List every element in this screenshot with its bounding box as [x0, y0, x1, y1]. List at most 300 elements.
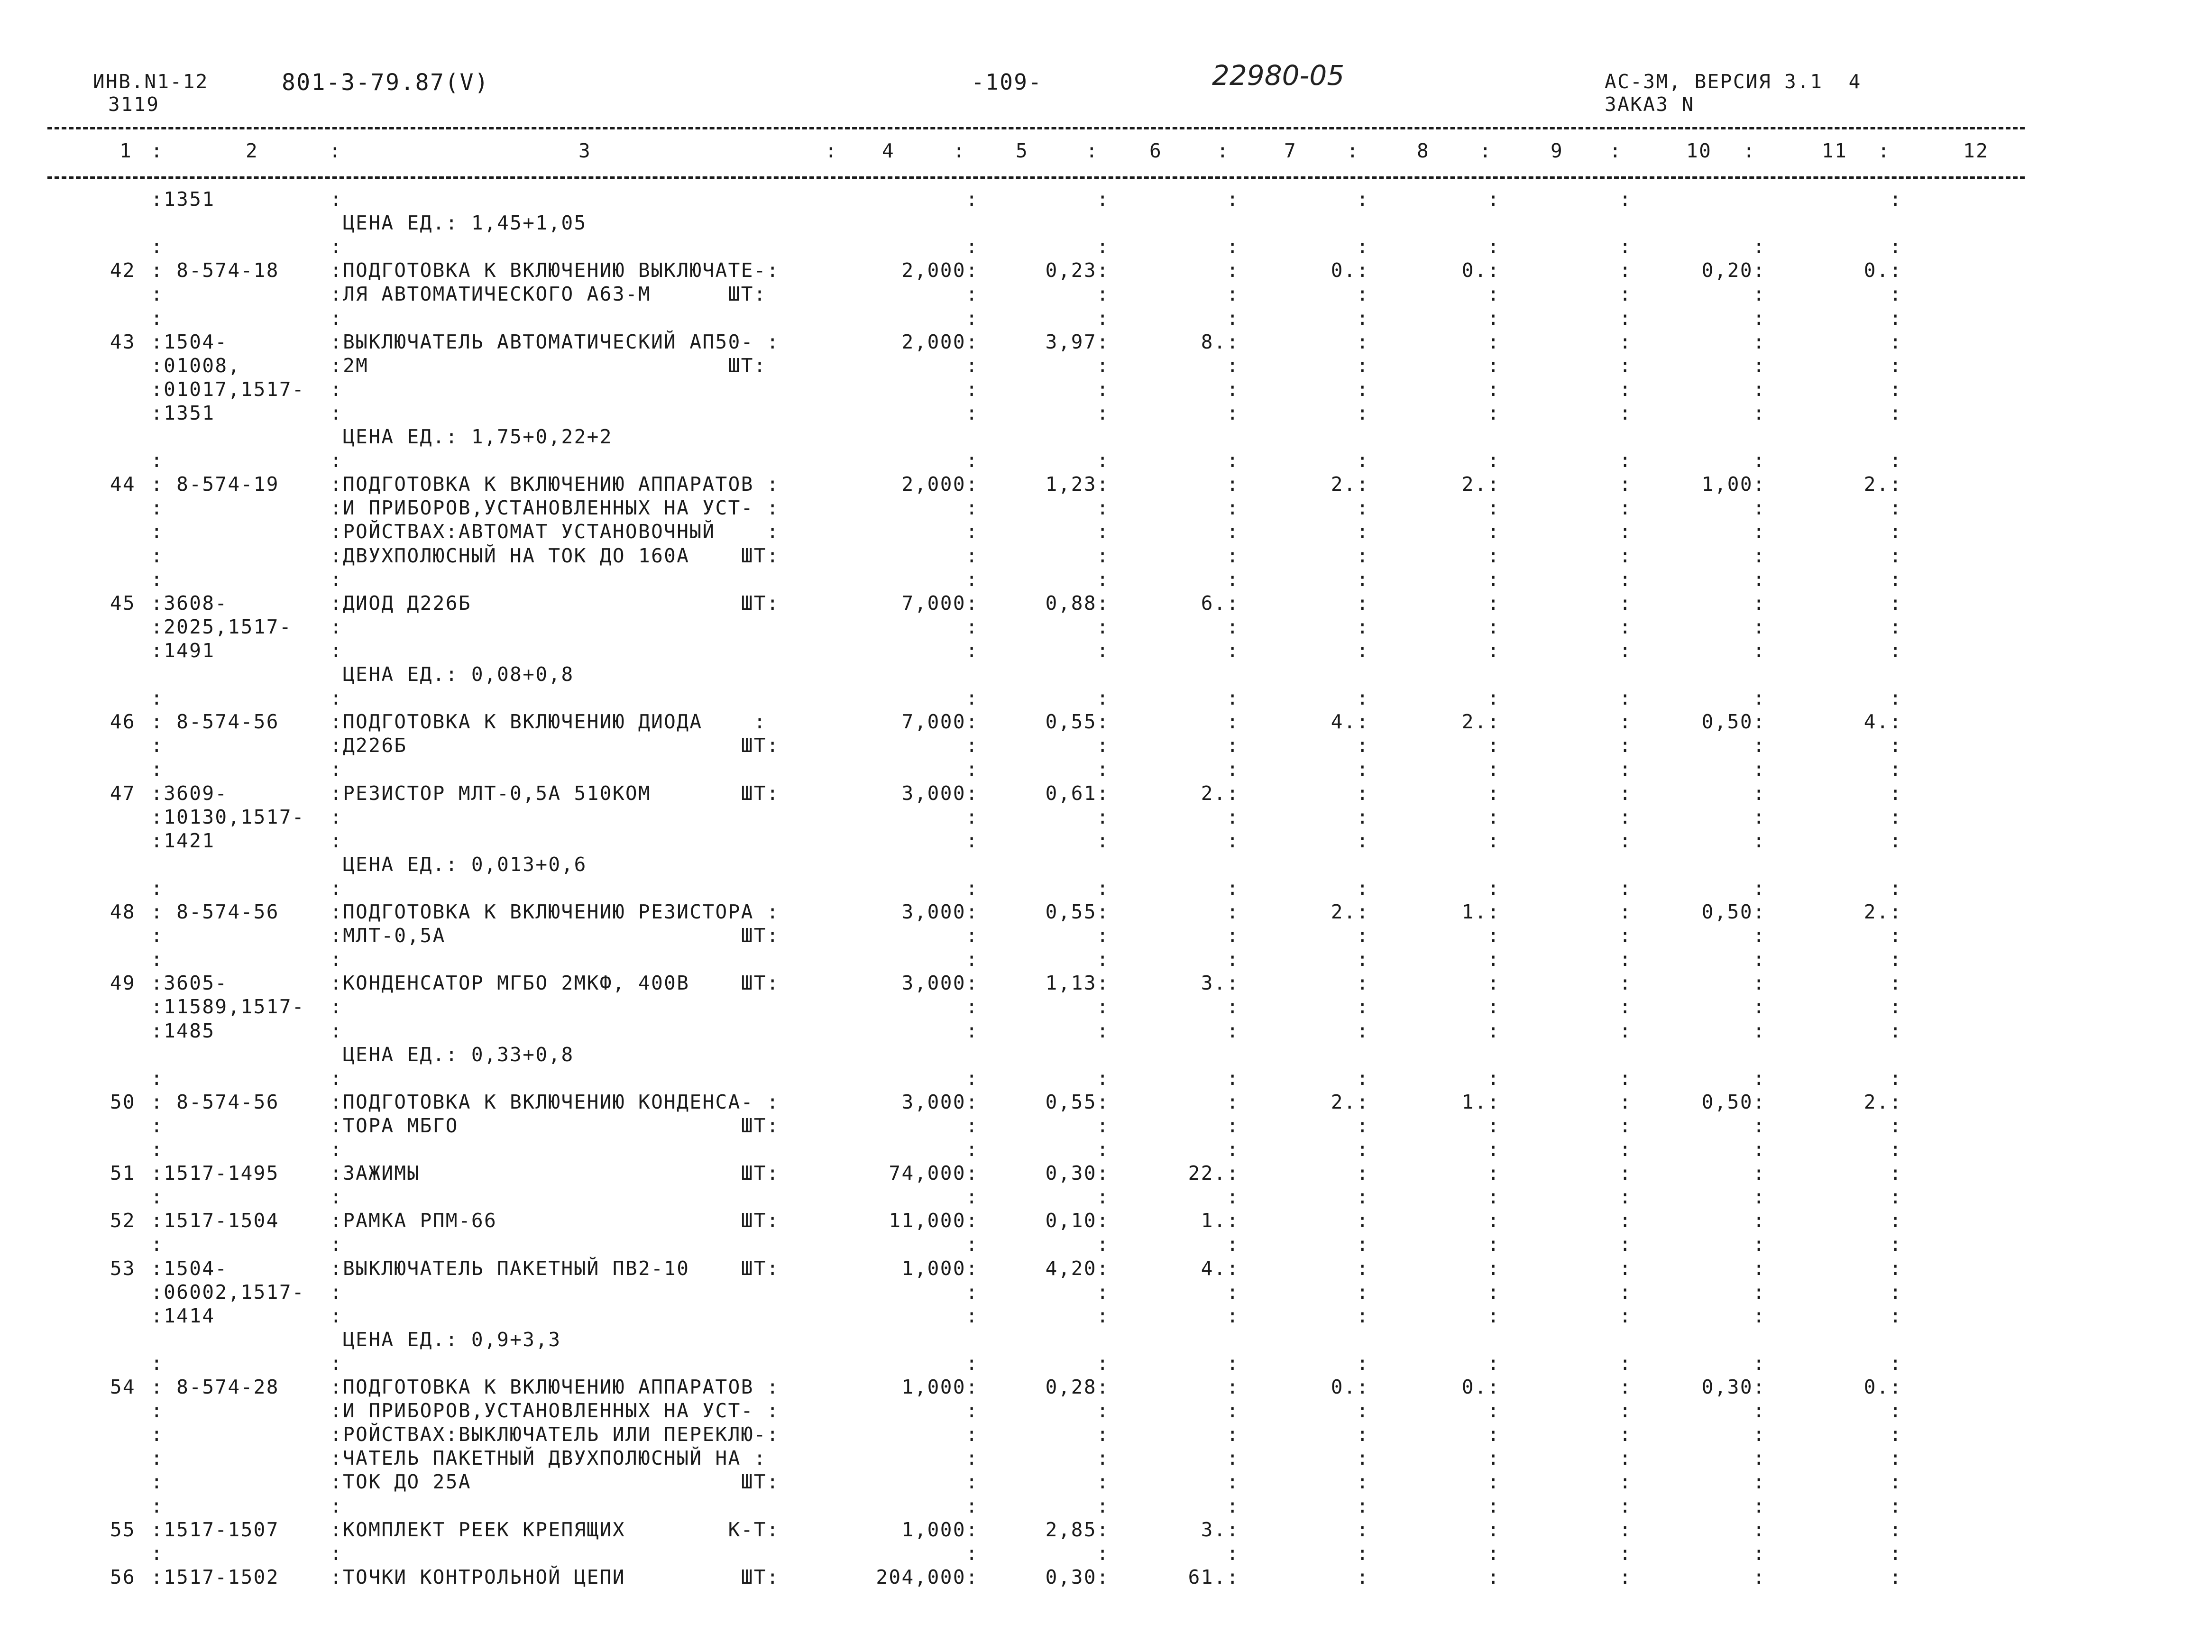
row-number: 50 [110, 1091, 136, 1113]
description-cell: : [330, 1542, 343, 1565]
value-cell-col11: 2.: [1863, 473, 1902, 496]
code-cell: : [151, 307, 164, 330]
value-cell-col11: : [1889, 1114, 1902, 1137]
value-cell-col6: : [1226, 1233, 1239, 1256]
row-number: 45 [110, 592, 136, 615]
value-cell-col11: : [1889, 1162, 1902, 1184]
value-cell-col11: : [1889, 615, 1902, 638]
value-cell-col10: : [1753, 378, 1766, 401]
value-cell-col8: : [1487, 1470, 1500, 1493]
program-version: АС-3М, ВЕРСИЯ 3.1 4 [1605, 70, 1862, 93]
value-cell-col10: : [1753, 1518, 1766, 1541]
value-cell-col9: : [1619, 1138, 1632, 1161]
value-cell-col4: 1,000: [901, 1518, 979, 1541]
value-cell-col7: : [1356, 782, 1369, 805]
value-cell-col11: : [1889, 235, 1902, 258]
column-header-8: 8 [1417, 139, 1430, 162]
value-cell-col4: 3,000: [901, 782, 979, 805]
value-cell-col8: : [1487, 520, 1500, 543]
value-cell-col4: 11,000: [889, 1209, 979, 1232]
value-cell-col6: 22.: [1188, 1162, 1239, 1184]
description-cell: :ЗАЖИМЫ ШТ: [330, 1162, 780, 1184]
value-cell-col10: : [1753, 995, 1766, 1018]
value-cell-col10: : [1753, 354, 1766, 377]
value-cell-col10: : [1753, 283, 1766, 305]
value-cell-col8: : [1487, 1162, 1500, 1184]
description-cell: : [330, 1352, 343, 1375]
value-cell-col8: : [1487, 1067, 1500, 1090]
value-cell-col6: 3.: [1201, 972, 1239, 994]
value-cell-col4: : [965, 1185, 979, 1208]
value-cell-col10: 0,50: [1701, 900, 1766, 923]
value-cell-col4: 1,000: [901, 1376, 979, 1398]
value-cell-col7: : [1356, 806, 1369, 828]
value-cell-col4: : [965, 283, 979, 305]
value-cell-col10: : [1753, 520, 1766, 543]
column-header-separator: : [1878, 139, 1891, 162]
code-cell: : [151, 924, 164, 947]
code-cell: : 8-574-56 [151, 710, 279, 733]
value-cell-col7: : [1356, 307, 1369, 330]
value-cell-col11: : [1889, 1470, 1902, 1493]
inventory-label: ИНВ.N1-12 [93, 70, 209, 93]
value-cell-col10: : [1753, 782, 1766, 805]
value-cell-col6: : [1226, 995, 1239, 1018]
value-cell-col4: : [965, 1019, 979, 1042]
header-rule-top [47, 127, 2025, 129]
code-cell: :1504- [151, 1257, 228, 1280]
description-cell: ЦЕНА ЕД.: 0,33+0,8 [330, 1043, 574, 1066]
row-number: 55 [110, 1518, 136, 1541]
value-cell-col11: : [1889, 1257, 1902, 1280]
value-cell-col4: : [965, 449, 979, 472]
value-cell-col9: : [1619, 1233, 1632, 1256]
value-cell-col11: : [1889, 1542, 1902, 1565]
description-cell: :И ПРИБОРОВ,УСТАНОВЛЕННЫХ НА УСТ- : [330, 1399, 780, 1422]
code-cell: : [151, 1542, 164, 1565]
value-cell-col10: : [1753, 1209, 1766, 1232]
value-cell-col10: : [1753, 1399, 1766, 1422]
value-cell-col11: : [1889, 568, 1902, 591]
value-cell-col6: : [1226, 1281, 1239, 1303]
value-cell-col5: : [1096, 568, 1110, 591]
value-cell-col8: 1.: [1461, 900, 1500, 923]
value-cell-col8: : [1487, 1281, 1500, 1303]
description-cell: ЦЕНА ЕД.: 0,013+0,6 [330, 853, 587, 876]
description-cell: :ТОРА МБГО ШТ: [330, 1114, 780, 1137]
value-cell-col11: : [1889, 806, 1902, 828]
value-cell-col5: : [1096, 1542, 1110, 1565]
value-cell-col5: : [1096, 877, 1110, 899]
value-cell-col8: : [1487, 1209, 1500, 1232]
value-cell-col11: 0.: [1863, 259, 1902, 282]
value-cell-col10: : [1753, 1447, 1766, 1469]
value-cell-col9: : [1619, 806, 1632, 828]
value-cell-col5: : [1096, 734, 1110, 757]
value-cell-col7: : [1356, 758, 1369, 780]
value-cell-col8: : [1487, 188, 1500, 211]
value-cell-col4: 204,000: [876, 1566, 979, 1588]
value-cell-col7: : [1356, 1470, 1369, 1493]
description-cell: :РЕЗИСТОР МЛТ-0,5А 510КОМ ШТ: [330, 782, 780, 805]
description-cell: ЦЕНА ЕД.: 1,75+0,22+2 [330, 425, 613, 448]
code-cell: :1517-1502 [151, 1566, 279, 1588]
column-header-separator: : [1609, 139, 1623, 162]
column-header-separator: : [151, 139, 164, 162]
value-cell-col8: : [1487, 402, 1500, 424]
value-cell-col7: : [1356, 1209, 1369, 1232]
value-cell-col11: : [1889, 829, 1902, 852]
code-cell: : [151, 758, 164, 780]
value-cell-col10: : [1753, 307, 1766, 330]
value-cell-col9: : [1619, 1495, 1632, 1517]
value-cell-col6: 3.: [1201, 1518, 1239, 1541]
value-cell-col4: : [965, 948, 979, 971]
description-cell: : [330, 995, 343, 1018]
value-cell-col9: : [1619, 449, 1632, 472]
value-cell-col10: : [1753, 615, 1766, 638]
page-number: -109- [971, 69, 1043, 95]
value-cell-col5: 0,61: [1045, 782, 1110, 805]
value-cell-col6: : [1226, 806, 1239, 828]
value-cell-col6: : [1226, 188, 1239, 211]
value-cell-col5: : [1096, 1399, 1110, 1422]
header-rule-bottom [47, 176, 2025, 179]
value-cell-col9: : [1619, 235, 1632, 258]
code-cell: :3605- [151, 972, 228, 994]
value-cell-col5: : [1096, 1304, 1110, 1327]
value-cell-col4: : [965, 639, 979, 662]
value-cell-col10: : [1753, 330, 1766, 353]
description-cell: : [330, 615, 343, 638]
value-cell-col9: : [1619, 734, 1632, 757]
value-cell-col5: : [1096, 402, 1110, 424]
value-cell-col9: : [1619, 1470, 1632, 1493]
value-cell-col7: : [1356, 1495, 1369, 1517]
code-cell: :01008, [151, 354, 241, 377]
value-cell-col8: : [1487, 592, 1500, 615]
code-cell: :1485 [151, 1019, 215, 1042]
value-cell-col7: : [1356, 1257, 1369, 1280]
value-cell-col11: 4.: [1863, 710, 1902, 733]
value-cell-col8: : [1487, 1257, 1500, 1280]
value-cell-col5: 0,88: [1045, 592, 1110, 615]
value-cell-col10: : [1753, 402, 1766, 424]
value-cell-col9: : [1619, 900, 1632, 923]
value-cell-col7: : [1356, 1281, 1369, 1303]
value-cell-col11: : [1889, 1233, 1902, 1256]
value-cell-col7: : [1356, 592, 1369, 615]
value-cell-col8: : [1487, 307, 1500, 330]
value-cell-col6: : [1226, 354, 1239, 377]
value-cell-col10: : [1753, 1281, 1766, 1303]
value-cell-col9: : [1619, 188, 1632, 211]
value-cell-col8: : [1487, 496, 1500, 519]
value-cell-col11: : [1889, 592, 1902, 615]
value-cell-col9: : [1619, 1209, 1632, 1232]
description-cell: : [330, 829, 343, 852]
value-cell-col9: : [1619, 1114, 1632, 1137]
value-cell-col11: : [1889, 496, 1902, 519]
value-cell-col5: 0,30: [1045, 1162, 1110, 1184]
value-cell-col5: 1,13: [1045, 972, 1110, 994]
value-cell-col8: : [1487, 1114, 1500, 1137]
value-cell-col10: : [1753, 1138, 1766, 1161]
description-cell: :ПОДГОТОВКА К ВКЛЮЧЕНИЮ ДИОДА : [330, 710, 767, 733]
code-cell: :1351 [151, 402, 215, 424]
value-cell-col6: : [1226, 473, 1239, 496]
value-cell-col11: : [1889, 1019, 1902, 1042]
value-cell-col4: : [965, 687, 979, 709]
value-cell-col11: : [1889, 639, 1902, 662]
value-cell-col5: : [1096, 615, 1110, 638]
value-cell-col9: : [1619, 1399, 1632, 1422]
value-cell-col4: 7,000: [901, 592, 979, 615]
value-cell-col6: : [1226, 449, 1239, 472]
code-cell: : [151, 1138, 164, 1161]
code-cell: : [151, 449, 164, 472]
value-cell-col11: : [1889, 877, 1902, 899]
value-cell-col5: : [1096, 639, 1110, 662]
value-cell-col7: : [1356, 1162, 1369, 1184]
code-cell: : [151, 568, 164, 591]
description-cell: : [330, 1281, 343, 1303]
value-cell-col7: : [1356, 1352, 1369, 1375]
value-cell-col9: : [1619, 1352, 1632, 1375]
value-cell-col7: : [1356, 829, 1369, 852]
value-cell-col8: : [1487, 1518, 1500, 1541]
value-cell-col5: : [1096, 1185, 1110, 1208]
value-cell-col9: : [1619, 592, 1632, 615]
value-cell-col8: : [1487, 378, 1500, 401]
description-cell: : [330, 639, 343, 662]
value-cell-col9: : [1619, 1304, 1632, 1327]
value-cell-col7: 2.: [1331, 1091, 1369, 1113]
value-cell-col5: 4,20: [1045, 1257, 1110, 1280]
value-cell-col11: : [1889, 1281, 1902, 1303]
value-cell-col11: : [1889, 734, 1902, 757]
value-cell-col4: 2,000: [901, 330, 979, 353]
value-cell-col6: : [1226, 758, 1239, 780]
value-cell-col5: 3,97: [1045, 330, 1110, 353]
value-cell-col8: : [1487, 1138, 1500, 1161]
code-cell: : [151, 877, 164, 899]
value-cell-col11: : [1889, 972, 1902, 994]
value-cell-col5: : [1096, 283, 1110, 305]
column-header-1: 1 [119, 139, 133, 162]
value-cell-col6: : [1226, 829, 1239, 852]
description-cell: :Д226Б ШТ: [330, 734, 780, 757]
value-cell-col7: : [1356, 924, 1369, 947]
value-cell-col4: : [965, 924, 979, 947]
value-cell-col8: : [1487, 449, 1500, 472]
code-cell: : [151, 1470, 164, 1493]
value-cell-col5: : [1096, 1067, 1110, 1090]
code-cell: : [151, 1067, 164, 1090]
value-cell-col10: : [1753, 1542, 1766, 1565]
description-cell: :РАМКА РПМ-66 ШТ: [330, 1209, 780, 1232]
value-cell-col8: 0.: [1461, 1376, 1500, 1398]
value-cell-col8: : [1487, 615, 1500, 638]
value-cell-col10: : [1753, 877, 1766, 899]
row-number: 51 [110, 1162, 136, 1184]
value-cell-col7: 2.: [1331, 473, 1369, 496]
value-cell-col5: 0,30: [1045, 1566, 1110, 1588]
value-cell-col10: : [1753, 1257, 1766, 1280]
value-cell-col7: : [1356, 734, 1369, 757]
value-cell-col9: : [1619, 1376, 1632, 1398]
value-cell-col7: : [1356, 1114, 1369, 1137]
code-cell: :3609- [151, 782, 228, 805]
value-cell-col6: : [1226, 734, 1239, 757]
value-cell-col11: : [1889, 1304, 1902, 1327]
value-cell-col7: : [1356, 877, 1369, 899]
value-cell-col4: : [965, 734, 979, 757]
value-cell-col5: : [1096, 354, 1110, 377]
row-number: 48 [110, 900, 136, 923]
value-cell-col9: : [1619, 687, 1632, 709]
code-cell: : 8-574-56 [151, 1091, 279, 1113]
value-cell-col7: 4.: [1331, 710, 1369, 733]
value-cell-col7: : [1356, 1067, 1369, 1090]
value-cell-col11: : [1889, 1185, 1902, 1208]
value-cell-col6: 1.: [1201, 1209, 1239, 1232]
code-cell: :06002,1517- [151, 1281, 305, 1303]
value-cell-col4: : [965, 1542, 979, 1565]
description-cell: : [330, 1019, 343, 1042]
value-cell-col10: : [1753, 1304, 1766, 1327]
value-cell-col7: 0.: [1331, 1376, 1369, 1398]
value-cell-col10: : [1753, 1019, 1766, 1042]
value-cell-col6: : [1226, 496, 1239, 519]
value-cell-col6: : [1226, 615, 1239, 638]
value-cell-col11: : [1889, 1138, 1902, 1161]
value-cell-col6: : [1226, 235, 1239, 258]
value-cell-col8: : [1487, 758, 1500, 780]
description-cell: : [330, 1067, 343, 1090]
description-cell: :РОЙСТВАХ:ВЫКЛЮЧАТЕЛЬ ИЛИ ПЕРЕКЛЮ-: [330, 1423, 780, 1446]
value-cell-col5: : [1096, 449, 1110, 472]
code-cell: :2025,1517- [151, 615, 292, 638]
value-cell-col10: : [1753, 1470, 1766, 1493]
value-cell-col6: : [1226, 900, 1239, 923]
value-cell-col6: : [1226, 1067, 1239, 1090]
value-cell-col7: : [1356, 378, 1369, 401]
value-cell-col4: : [965, 1114, 979, 1137]
value-cell-col9: : [1619, 283, 1632, 305]
code-cell: :1517-1507 [151, 1518, 279, 1541]
value-cell-col4: : [965, 995, 979, 1018]
value-cell-col5: : [1096, 235, 1110, 258]
value-cell-col5: : [1096, 1423, 1110, 1446]
description-cell: :РОЙСТВАХ:АВТОМАТ УСТАНОВОЧНЫЙ : [330, 520, 780, 543]
value-cell-col5: : [1096, 1447, 1110, 1469]
value-cell-col8: : [1487, 924, 1500, 947]
value-cell-col4: : [965, 1470, 979, 1493]
description-cell: :ЧАТЕЛЬ ПАКЕТНЫЙ ДВУХПОЛЮСНЫЙ НА : [330, 1447, 767, 1469]
handwritten-number: 22980-05 [1212, 59, 1345, 92]
description-cell: :ТОЧКИ КОНТРОЛЬНОЙ ЦЕПИ ШТ: [330, 1566, 780, 1588]
column-header-3: 3 [578, 139, 592, 162]
description-cell: : [330, 568, 343, 591]
value-cell-col9: : [1619, 877, 1632, 899]
value-cell-col8: : [1487, 1399, 1500, 1422]
value-cell-col4: : [965, 877, 979, 899]
description-cell: : [330, 235, 343, 258]
code-cell: :10130,1517- [151, 806, 305, 828]
inventory-number: 3119 [108, 93, 160, 116]
value-cell-col4: : [965, 1138, 979, 1161]
value-cell-col8: : [1487, 235, 1500, 258]
value-cell-col6: : [1226, 307, 1239, 330]
description-cell: :ЛЯ АВТОМАТИЧЕСКОГО А63-М ШТ: [330, 283, 767, 305]
value-cell-col6: : [1226, 544, 1239, 567]
value-cell-col11: : [1889, 1495, 1902, 1517]
column-header-12: 12 [1963, 139, 1989, 162]
value-cell-col9: : [1619, 1091, 1632, 1113]
value-cell-col10: : [1753, 235, 1766, 258]
value-cell-col5: 0,55: [1045, 710, 1110, 733]
value-cell-col10: : [1753, 639, 1766, 662]
row-number: 42 [110, 259, 136, 282]
value-cell-col6: : [1226, 1423, 1239, 1446]
value-cell-col9: : [1619, 496, 1632, 519]
value-cell-col7: : [1356, 449, 1369, 472]
value-cell-col5: : [1096, 520, 1110, 543]
value-cell-col7: : [1356, 1233, 1369, 1256]
value-cell-col9: : [1619, 924, 1632, 947]
code-cell: : 8-574-56 [151, 900, 279, 923]
description-cell: : [330, 449, 343, 472]
value-cell-col8: : [1487, 639, 1500, 662]
code-cell: : [151, 1399, 164, 1422]
description-cell: ЦЕНА ЕД.: 0,08+0,8 [330, 663, 574, 686]
value-cell-col7: : [1356, 354, 1369, 377]
description-cell: : [330, 1138, 343, 1161]
value-cell-col11: 2.: [1863, 1091, 1902, 1113]
value-cell-col7: : [1356, 1399, 1369, 1422]
description-cell: : [330, 687, 343, 709]
description-cell: :ВЫКЛЮЧАТЕЛЬ ПАКЕТНЫЙ ПВ2-10 ШТ: [330, 1257, 780, 1280]
value-cell-col11: : [1889, 948, 1902, 971]
description-cell: :КОМПЛЕКТ РЕЕК КРЕПЯЩИХ К-Т: [330, 1518, 780, 1541]
value-cell-col5: 2,85: [1045, 1518, 1110, 1541]
value-cell-col9: : [1619, 1019, 1632, 1042]
description-cell: :МЛТ-0,5А ШТ: [330, 924, 780, 947]
value-cell-col10: : [1753, 592, 1766, 615]
value-cell-col9: : [1619, 330, 1632, 353]
value-cell-col11: : [1889, 307, 1902, 330]
value-cell-col8: : [1487, 995, 1500, 1018]
column-header-2: 2 [246, 139, 259, 162]
column-header-separator: : [329, 139, 342, 162]
code-cell: : [151, 687, 164, 709]
value-cell-col6: : [1226, 710, 1239, 733]
value-cell-col10: : [1753, 449, 1766, 472]
value-cell-col10: : [1753, 1495, 1766, 1517]
value-cell-col8: : [1487, 1304, 1500, 1327]
value-cell-col5: : [1096, 1233, 1110, 1256]
value-cell-col6: : [1226, 924, 1239, 947]
value-cell-col7: : [1356, 1423, 1369, 1446]
value-cell-col8: : [1487, 972, 1500, 994]
description-cell: :2М ШТ: [330, 354, 767, 377]
value-cell-col4: 2,000: [901, 259, 979, 282]
column-header-separator: : [1086, 139, 1099, 162]
value-cell-col8: 2.: [1461, 473, 1500, 496]
value-cell-col5: : [1096, 496, 1110, 519]
value-cell-col9: : [1619, 758, 1632, 780]
